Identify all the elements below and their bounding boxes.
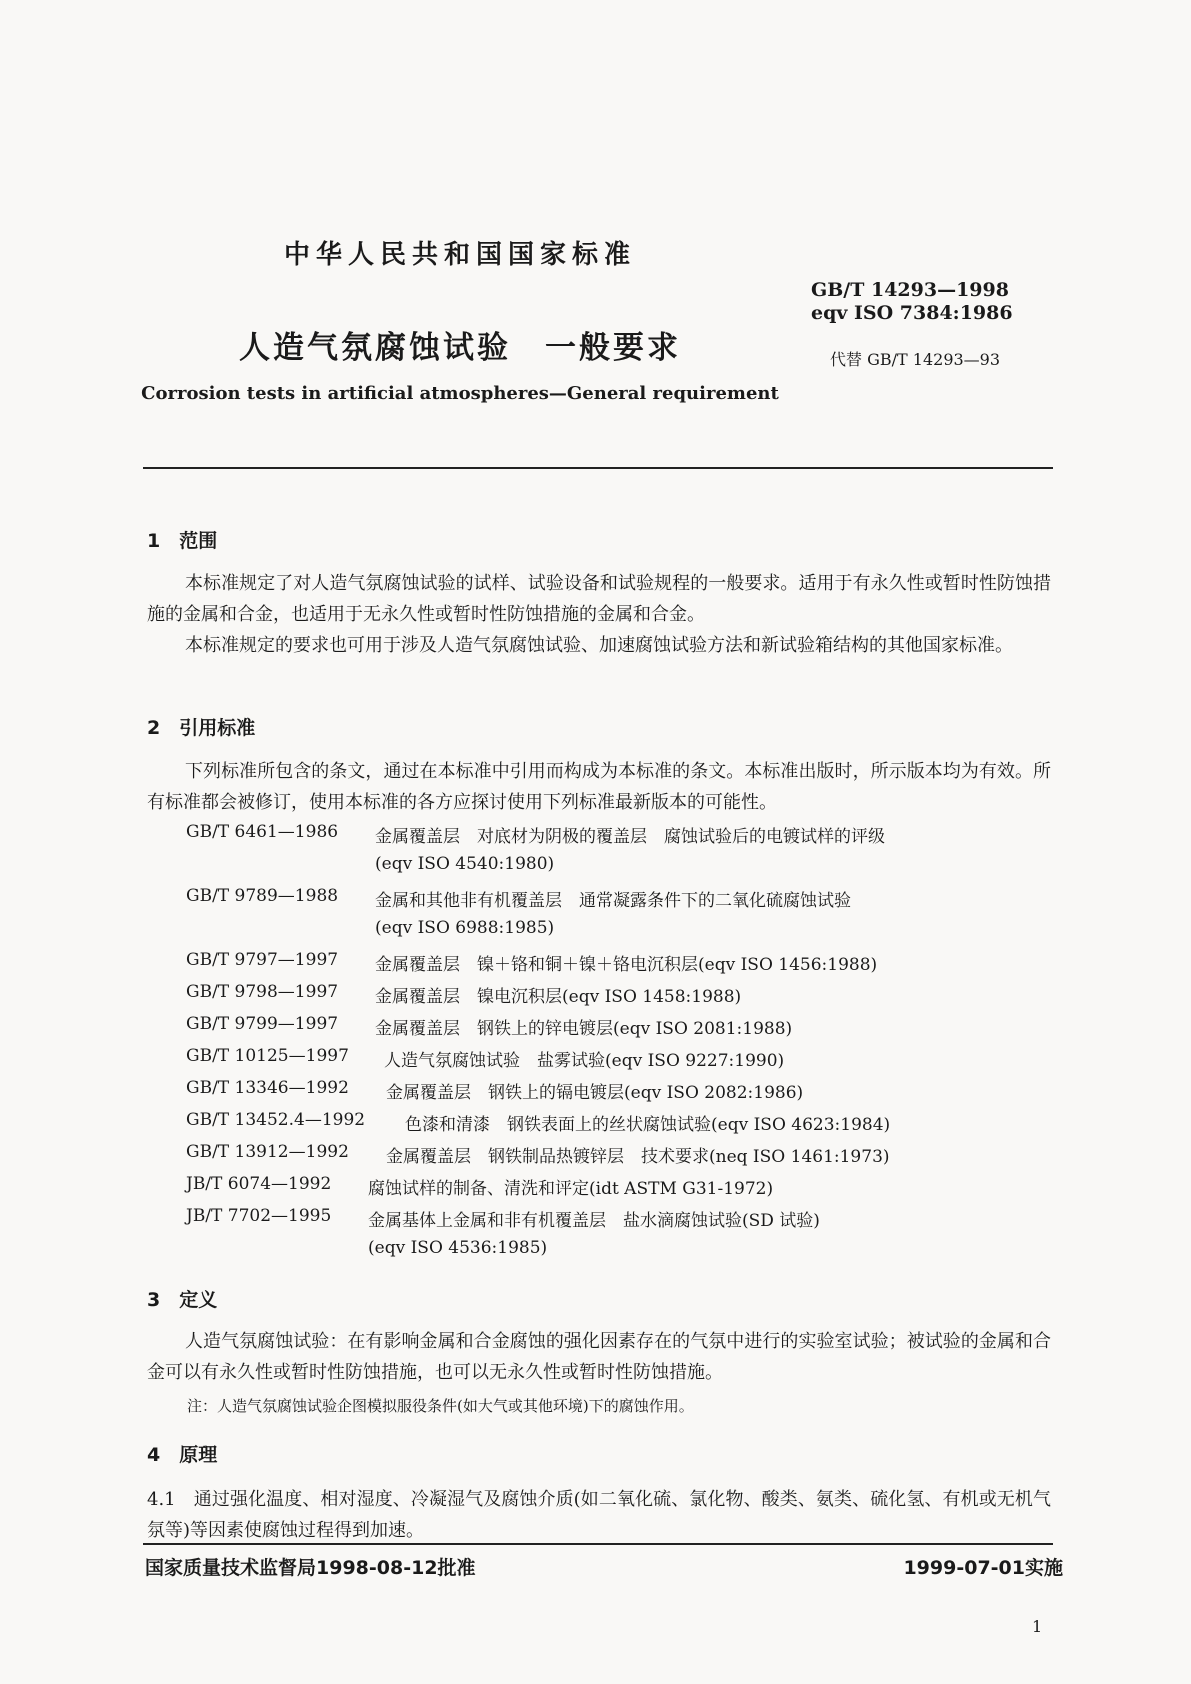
approval-line: 国家质量技术监督局1998-08-12批准	[145, 1557, 476, 1579]
reference-description: 金属和其他非有机覆盖层 通常凝露条件下的二氧化硫腐蚀试验	[375, 891, 851, 911]
reference-code: GB/T 13912—1992	[186, 1142, 349, 1162]
reference-code: GB/T 13346—1992	[186, 1078, 349, 1098]
section-3-heading: 3 定义	[147, 1289, 218, 1311]
reference-code: GB/T 9797—1997	[186, 950, 339, 970]
footer-divider	[143, 1543, 1053, 1545]
reference-code: JB/T 7702—1995	[186, 1206, 332, 1226]
reference-description: 金属覆盖层 钢铁上的锌电镀层(eqv ISO 2081:1988)	[375, 1019, 793, 1039]
section-2-heading: 2 引用标准	[147, 717, 256, 739]
header-divider	[143, 467, 1053, 469]
reference-description: 色漆和清漆 钢铁表面上的丝状腐蚀试验(eqv ISO 4623:1984)	[405, 1115, 891, 1135]
reference-description: 腐蚀试样的制备、清洗和评定(idt ASTM G31-1972)	[368, 1179, 774, 1199]
reference-description: 金属基体上金属和非有机覆盖层 盐水滴腐蚀试验(SD 试验)	[368, 1211, 820, 1231]
effective-date: 1999-07-01实施	[903, 1557, 1063, 1579]
reference-code: JB/T 6074—1992	[186, 1174, 332, 1194]
reference-code: GB/T 10125—1997	[186, 1046, 349, 1066]
reference-code: GB/T 9789—1988	[186, 886, 339, 906]
reference-code: GB/T 6461—1986	[186, 822, 339, 842]
document-title-en: Corrosion tests in artificial atmospheres—General requirement	[141, 383, 779, 404]
equivalent-standard: eqv ISO 7384:1986	[811, 302, 1013, 324]
page-number: 1	[1032, 1617, 1043, 1636]
document-title-cn: 人造气氛腐蚀试验 一般要求	[239, 330, 681, 366]
reference-continuation: (eqv ISO 6988:1985)	[375, 918, 555, 938]
section-1-paragraph-1: 本标准规定了对人造气氛腐蚀试验的试样、试验设备和试验规程的一般要求。适用于有永久性或暂时性防蚀措施的金属和合金，也适用于无永久性或暂时性防蚀措施的金属和合金。	[147, 573, 1051, 625]
section-3-paragraph-1: 人造气氛腐蚀试验：在有影响金属和合金腐蚀的强化因素存在的气氛中进行的实验室试验；被试验的金属和合金可以有永久性或暂时性防蚀措施，也可以无永久性或暂时性防蚀措施。	[147, 1331, 1051, 1383]
section-4-heading: 4 原理	[147, 1444, 218, 1466]
section-2-paragraph-1: 下列标准所包含的条文，通过在本标准中引用而构成为本标准的条文。本标准出版时，所示版本均为有效。所有标准都会被修订，使用本标准的各方应探讨使用下列标准最新版本的可能性。	[147, 761, 1051, 813]
section-1-heading: 1 范围	[147, 530, 218, 552]
reference-continuation: (eqv ISO 4540:1980)	[375, 854, 555, 874]
reference-description: 金属覆盖层 钢铁上的镉电镀层(eqv ISO 2082:1986)	[386, 1083, 804, 1103]
standard-code: GB/T 14293—1998	[811, 279, 1009, 301]
reference-description: 金属覆盖层 对底材为阴极的覆盖层 腐蚀试验后的电镀试样的评级	[375, 827, 885, 847]
section-4-1-paragraph: 4.1 通过强化温度、相对湿度、冷凝湿气及腐蚀介质(如二氧化硫、氯化物、酸类、氨类、硫化氢、有机或无机气氛等)等因素使腐蚀过程得到加速。	[147, 1489, 1051, 1541]
reference-continuation: (eqv ISO 4536:1985)	[368, 1238, 548, 1258]
replaced-standard: 代替 GB/T 14293—93	[830, 350, 1001, 369]
section-1-paragraph-2: 本标准规定的要求也可用于涉及人造气氛腐蚀试验、加速腐蚀试验方法和新试验箱结构的其他国家标准。	[185, 635, 1013, 656]
reference-code: GB/T 13452.4—1992	[186, 1110, 366, 1130]
reference-code: GB/T 9799—1997	[186, 1014, 339, 1034]
national-standard-heading: 中华人民共和国国家标准	[283, 240, 636, 270]
section-3-note: 注：人造气氛腐蚀试验企图模拟服役条件(如大气或其他环境)下的腐蚀作用。	[187, 1397, 694, 1415]
reference-code: GB/T 9798—1997	[186, 982, 339, 1002]
reference-description: 金属覆盖层 镍电沉积层(eqv ISO 1458:1988)	[375, 987, 742, 1007]
reference-description: 金属覆盖层 钢铁制品热镀锌层 技术要求(neq ISO 1461:1973)	[386, 1147, 890, 1167]
reference-description: 人造气氛腐蚀试验 盐雾试验(eqv ISO 9227:1990)	[384, 1051, 785, 1071]
reference-description: 金属覆盖层 镍＋铬和铜＋镍＋铬电沉积层(eqv ISO 1456:1988)	[375, 955, 878, 975]
